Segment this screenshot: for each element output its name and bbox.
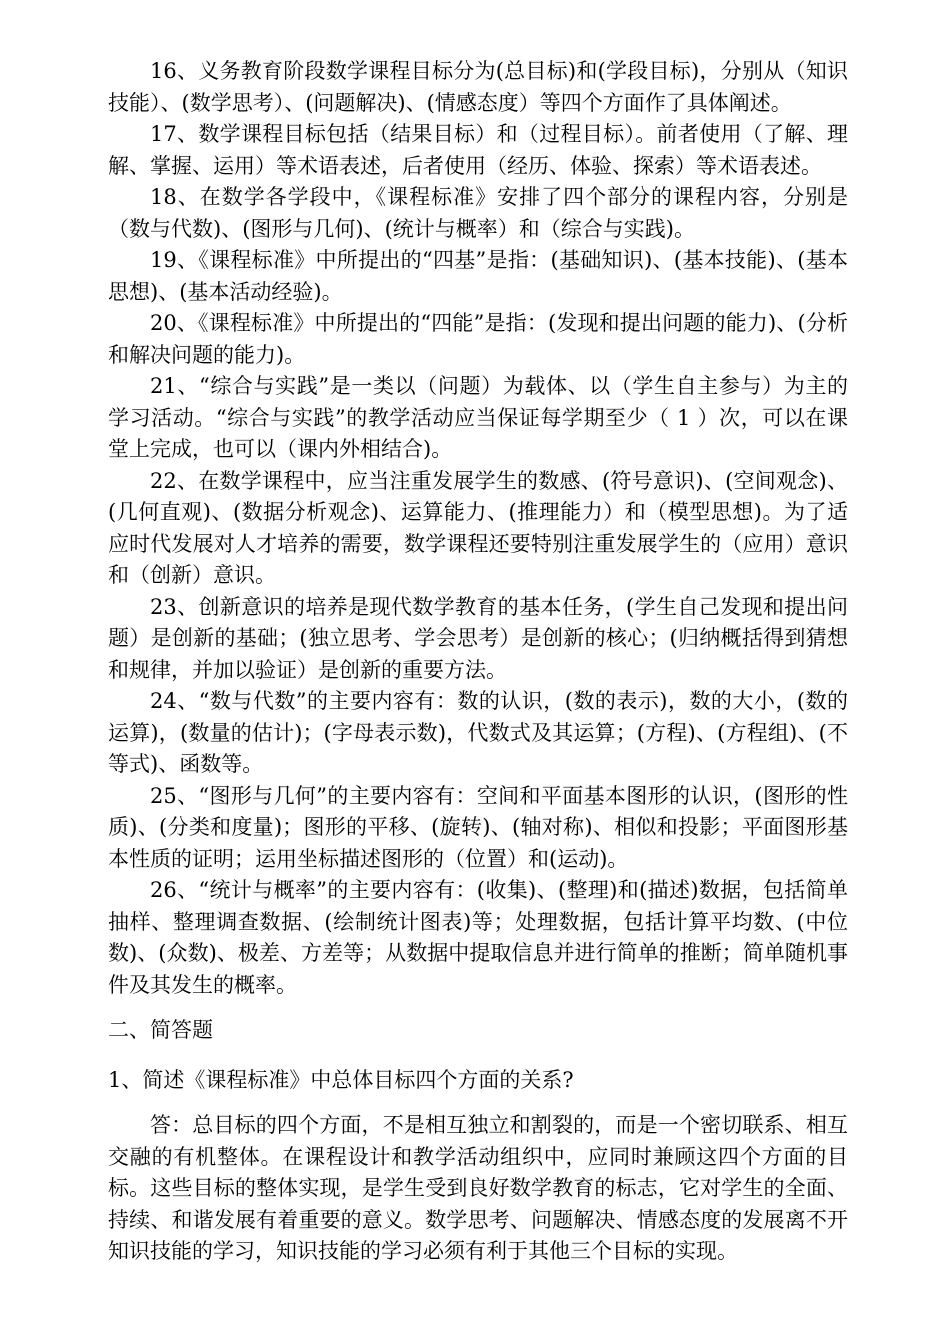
item-22: 22、在数学课程中，应当注重发展学生的数感、(符号意识)、(空间观念)、(几何直观)、(数据分析观念)、运算能力、(推理能力）和（模型思想)。为了适应时代发展对人才培养的需要，数学课程还要特别注重发展学生的（应用）意识和（创新）意识。 — [108, 468, 848, 587]
item-16: 16、义务教育阶段数学课程目标分为(总目标)和(学段目标)，分别从（知识技能）、(数学思考）、(问题解决)、(情感态度）等四个方面作了具体阐述。 — [108, 59, 848, 115]
item-21: 21、“综合与实践”是一类以（问题）为载体、以（学生自主参与）为主的学习活动。“综合与实践”的教学活动应当保证每学期至少（ 1 ）次，可以在课堂上完成，也可以（课内外相结合)。 — [108, 374, 848, 461]
item-23: 23、创新意识的培养是现代数学教育的基本任务，(学生自己发现和提出问题）是创新的基础；(独立思考、学会思考）是创新的核心；(归纳概括得到猜想和规律，并加以验证）是创新的重要方法。 — [108, 594, 848, 682]
item-24: 24、“数与代数”的主要内容有：数的认识，(数的表示)，数的大小，(数的运算)，(数量的估计)；(字母表示数)，代数式及其运算；(方程)、(方程组)、(不等式)、函数等。 — [108, 689, 848, 776]
section-heading: 二、简答题 — [108, 1018, 213, 1042]
item-26: 26、“统计与概率”的主要内容有：(收集)、(整理)和(描述)数据，包括简单抽样、整理调查数据、(绘制统计图表)等；处理数据，包括计算平均数、(中位数)、(众数)、极差、方差等；从数据中提取信息并进行简单的推断；简单随机事件及其发生的概率。 — [108, 878, 848, 997]
item-25: 25、“图形与几何”的主要内容有：空间和平面基本图形的认识，(图形的性质)、(分类和度量)；图形的平移、(旋转)、(轴对称)、相似和投影；平面图形基本性质的证明；运用坐标描述图形的（位置）和(运动)。 — [108, 783, 848, 871]
question-1: 1、简述《课程标准》中总体目标四个方面的关系? — [108, 1067, 574, 1092]
item-20: 20、《课程标准》中所提出的“四能”是指：(发现和提出问题的能力)、(分析和解决问题的能力)。 — [108, 311, 848, 367]
item-17: 17、数学课程目标包括（结果目标）和（过程目标）。前者使用（了解、理解、掌握、运用）等术语表述，后者使用（经历、体验、探索）等术语表述。 — [108, 122, 848, 178]
answer-1: 答：总目标的四个方面，不是相互独立和割裂的，而是一个密切联系、相互交融的有机整体。在课程设计和教学活动组织中，应同时兼顾这四个方面的目标。这些目标的整体实现，是学生受到良好数学教育的标志，它对学生的全面、持续、和谐发展有着重要的意义。数学思考、问题解决、情感态度的发展离不开知识技能的学习，知识技能的学习必须有利于其他三个目标的实现。 — [108, 1113, 848, 1263]
document-page — [108, 56, 848, 1268]
item-18: 18、在数学各学段中，《课程标准》安排了四个部分的课程内容，分别是（数与代数)、(图形与几何)、(统计与概率）和（综合与实践)。 — [108, 185, 848, 241]
item-19: 19、《课程标准》中所提出的“四基”是指：(基础知识)、(基本技能)、(基本思想)、(基本活动经验)。 — [108, 248, 848, 304]
